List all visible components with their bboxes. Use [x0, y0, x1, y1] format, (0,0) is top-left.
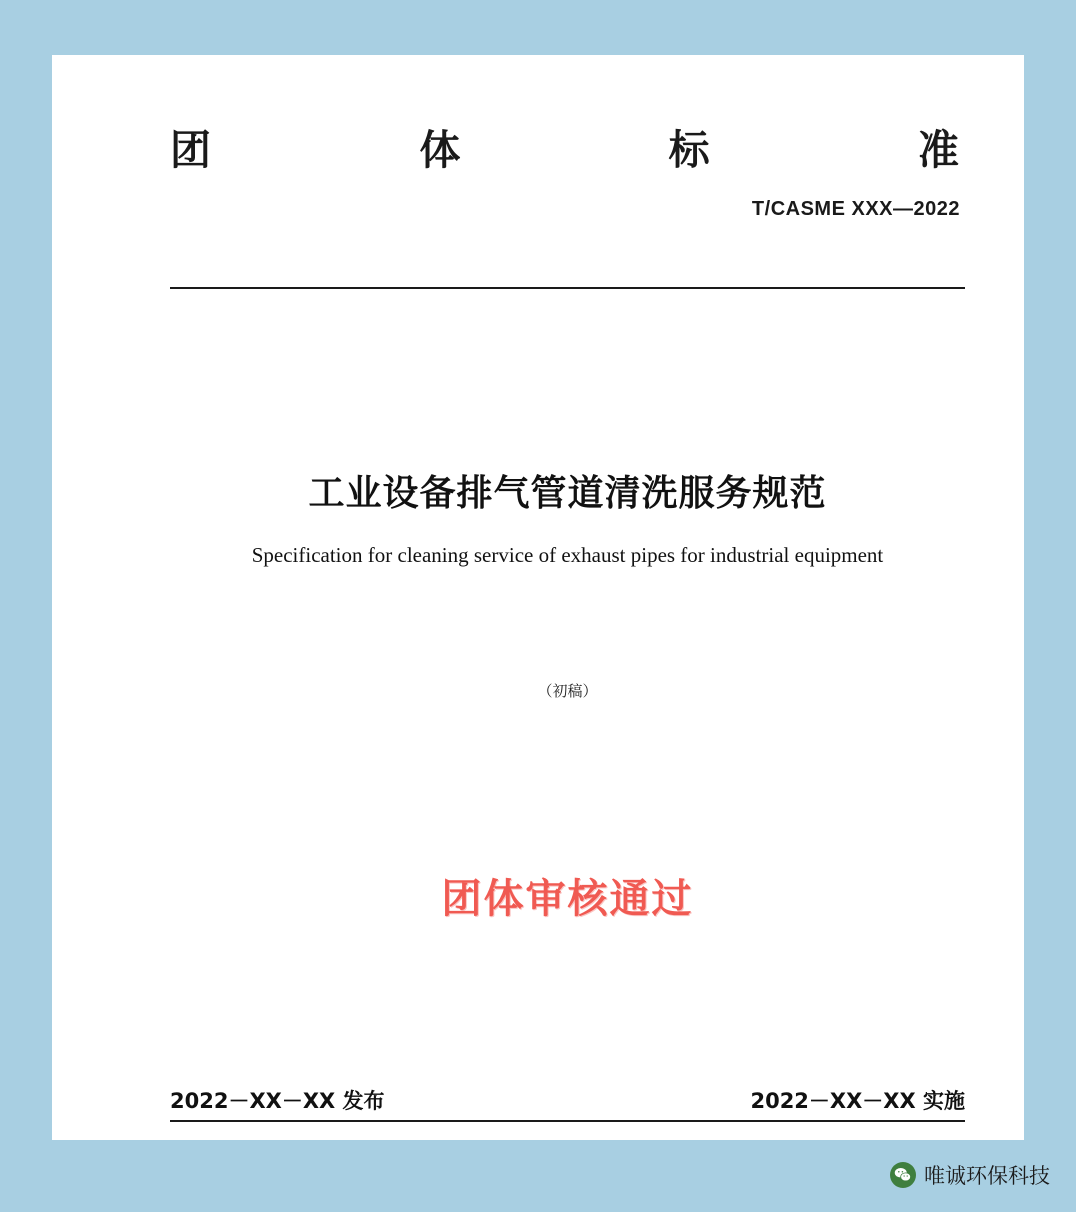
- header-char-3: 标: [668, 126, 711, 174]
- footer-divider: [170, 1120, 965, 1122]
- header-char-4: 准: [917, 126, 960, 174]
- document-page: [52, 55, 1024, 1140]
- issue-date: 2022－XX－XX 发布: [170, 1089, 385, 1113]
- wechat-icon: [890, 1162, 916, 1188]
- document-title-cn: 工业设备排气管道清洗服务规范: [308, 473, 827, 514]
- standard-header: [170, 117, 965, 176]
- account-watermark: [890, 1160, 1050, 1190]
- document-footer: [170, 1085, 965, 1115]
- document-title-en: Specification for cleaning service of exhaust pipes for industrial equipment: [251, 543, 884, 567]
- implement-date: 2022－XX－XX 实施: [750, 1089, 965, 1113]
- header-char-2: 体: [419, 126, 462, 174]
- approval-stamp: 团体审核通过: [441, 876, 694, 922]
- draft-note: （初稿）: [537, 682, 598, 700]
- account-name: 唯诚环保科技: [924, 1164, 1050, 1188]
- page-content: [170, 55, 965, 1140]
- standard-code: T/CASME XXX—2022: [751, 198, 960, 220]
- header-char-1: 团: [170, 126, 212, 174]
- header-divider: [170, 287, 965, 289]
